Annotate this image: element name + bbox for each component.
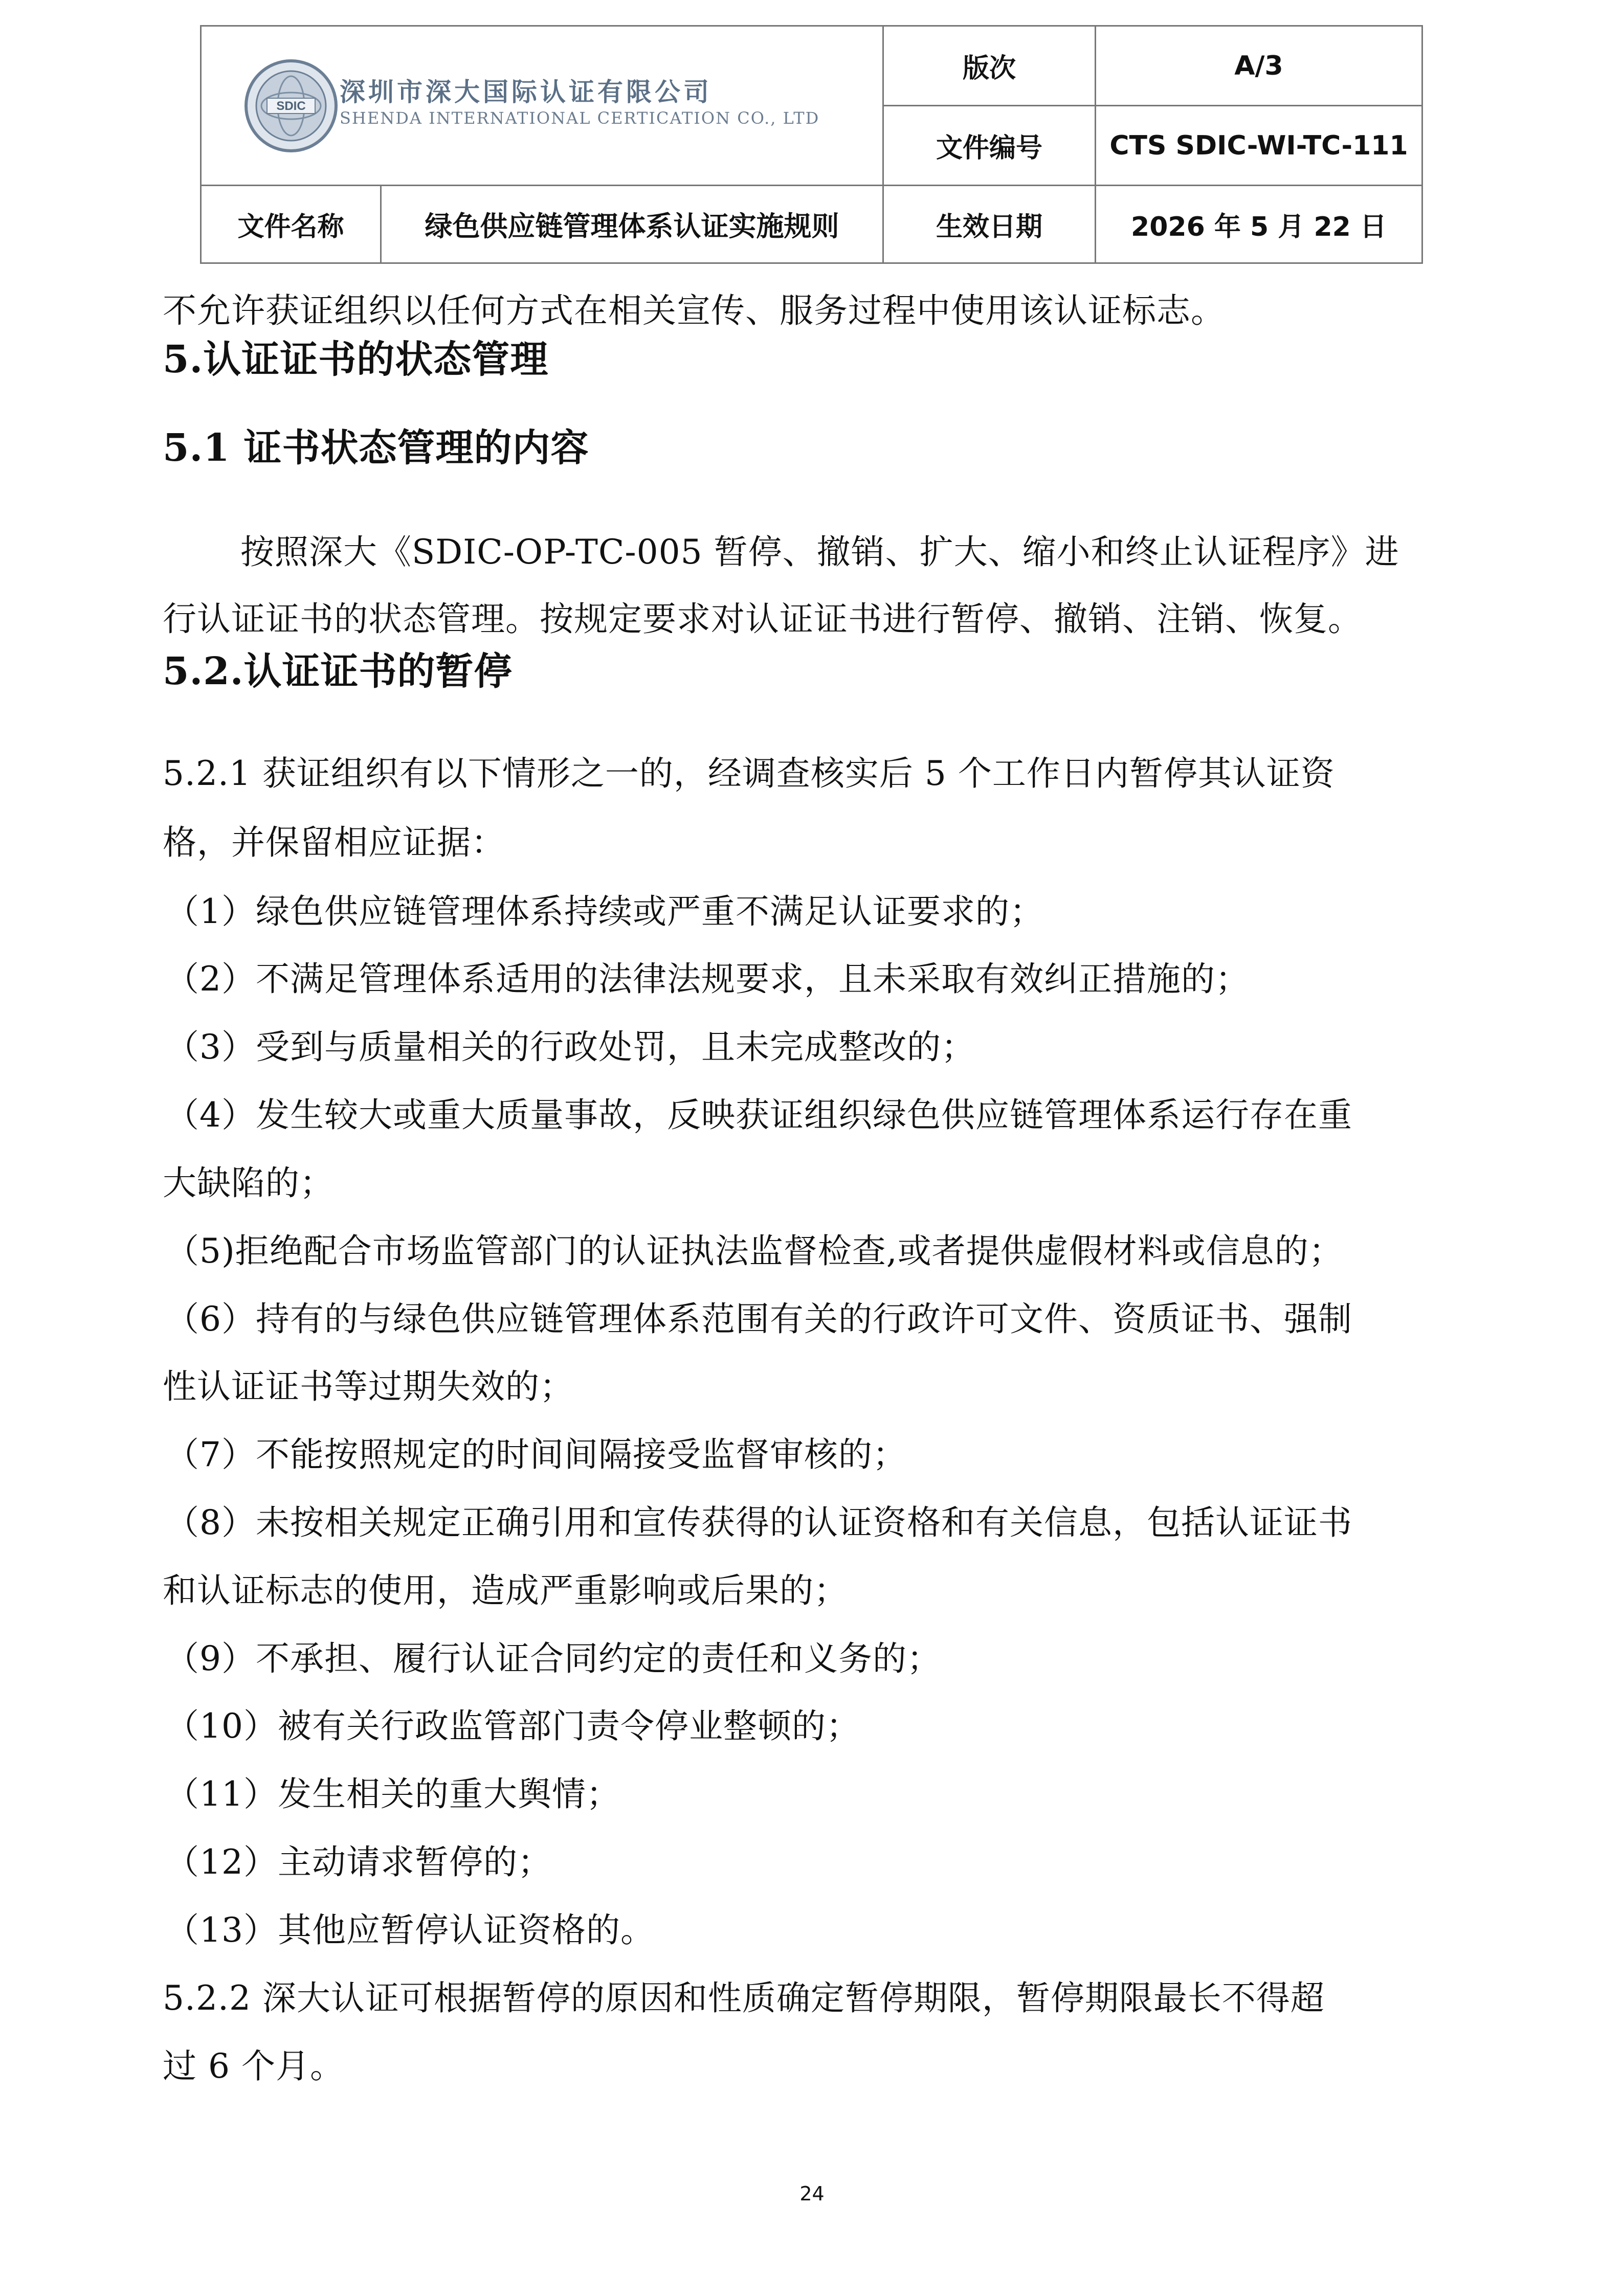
section-heading-5: 5.认证证书的状态管理 (163, 337, 549, 381)
company-seal-icon (242, 57, 340, 154)
document-header-table (200, 25, 1423, 264)
version-value: A/3 (1096, 26, 1422, 106)
effective-date-month: 5 (1250, 212, 1269, 242)
effective-date-year: 2026 (1131, 212, 1205, 242)
body-paragraph: 5.2.2 深大认证可根据暂停的原因和性质确定暂停期限，暂停期限最长不得超 (163, 1978, 1325, 2018)
document-number-value: CTS SDIC-WI-TC-111 (1096, 106, 1422, 186)
list-item-continuation: 大缺陷的； (163, 1163, 334, 1203)
list-item: （6）持有的与绿色供应链管理体系范围有关的行政许可文件、资质证书、强制 (165, 1299, 1352, 1339)
list-item: （3）受到与质量相关的行政处罚，且未完成整改的； (165, 1027, 975, 1067)
version-label: 版次 (883, 26, 1096, 106)
section-heading-5-1: 5.1 证书状态管理的内容 (163, 426, 589, 470)
effective-date-label: 生效日期 (883, 186, 1096, 263)
company-name-en: SHENDA INTERNATIONAL CERTICATION CO., LTD (340, 108, 820, 128)
effective-date-day: 22 (1314, 212, 1351, 242)
effective-date-year-unit: 年 (1214, 212, 1241, 242)
body-paragraph: 过 6 个月。 (163, 2046, 344, 2086)
document-name-label: 文件名称 (201, 186, 381, 263)
company-name-cn: 深圳市深大国际认证有限公司 (340, 77, 712, 107)
body-paragraph: 格，并保留相应证据： (163, 823, 505, 862)
company-logo (242, 57, 882, 180)
list-item: （12）主动请求暂停的； (165, 1842, 552, 1882)
company-logo-cell (201, 26, 883, 186)
effective-date-month-unit: 月 (1278, 212, 1305, 242)
list-item-continuation: 性认证证书等过期失效的； (163, 1367, 574, 1406)
list-item: （7）不能按照规定的时间间隔接受监督审核的； (165, 1435, 907, 1474)
page-number: 24 (799, 2182, 825, 2205)
list-item: （5)拒绝配合市场监管部门的认证执法监督检查,或者提供虚假材料或信息的； (165, 1231, 1343, 1271)
list-item: （13）其他应暂停认证资格的。 (165, 1910, 655, 1950)
document-name-value: 绿色供应链管理体系认证实施规则 (381, 186, 883, 263)
list-item: （4）发生较大或重大质量事故，反映获证组织绿色供应链管理体系运行存在重 (165, 1095, 1352, 1135)
list-item: （2）不满足管理体系适用的法律法规要求，且未采取有效纠正措施的； (165, 959, 1250, 999)
body-paragraph: 按照深大《SDIC-OP-TC-005 暂停、撤销、扩大、缩小和终止认证程序》进 (240, 532, 1399, 572)
list-item: （10）被有关行政监管部门责令停业整顿的； (165, 1706, 860, 1746)
list-item: （9）不承担、履行认证合同约定的责任和义务的； (165, 1639, 941, 1678)
list-item-continuation: 和认证标志的使用，造成严重影响或后果的； (163, 1571, 848, 1610)
effective-date-value (1096, 186, 1422, 263)
svg-text:SDIC: SDIC (276, 99, 306, 113)
list-item: （8）未按相关规定正确引用和宣传获得的认证资格和有关信息，包括认证证书 (165, 1503, 1352, 1542)
body-paragraph: 5.2.1 获证组织有以下情形之一的，经调查核实后 5 个工作日内暂停其认证资 (163, 754, 1335, 793)
document-number-label: 文件编号 (883, 106, 1096, 186)
effective-date-day-unit: 日 (1360, 212, 1387, 242)
list-item: （1）绿色供应链管理体系持续或严重不满足认证要求的； (165, 892, 1044, 931)
list-item: （11）发生相关的重大舆情； (165, 1774, 620, 1814)
section-heading-5-2: 5.2.认证证书的暂停 (163, 649, 513, 693)
body-paragraph: 不允许获证组织以任何方式在相关宣传、服务过程中使用该认证标志。 (163, 291, 1225, 330)
body-paragraph: 行认证证书的状态管理。按规定要求对认证证书进行暂停、撤销、注销、恢复。 (163, 599, 1362, 639)
